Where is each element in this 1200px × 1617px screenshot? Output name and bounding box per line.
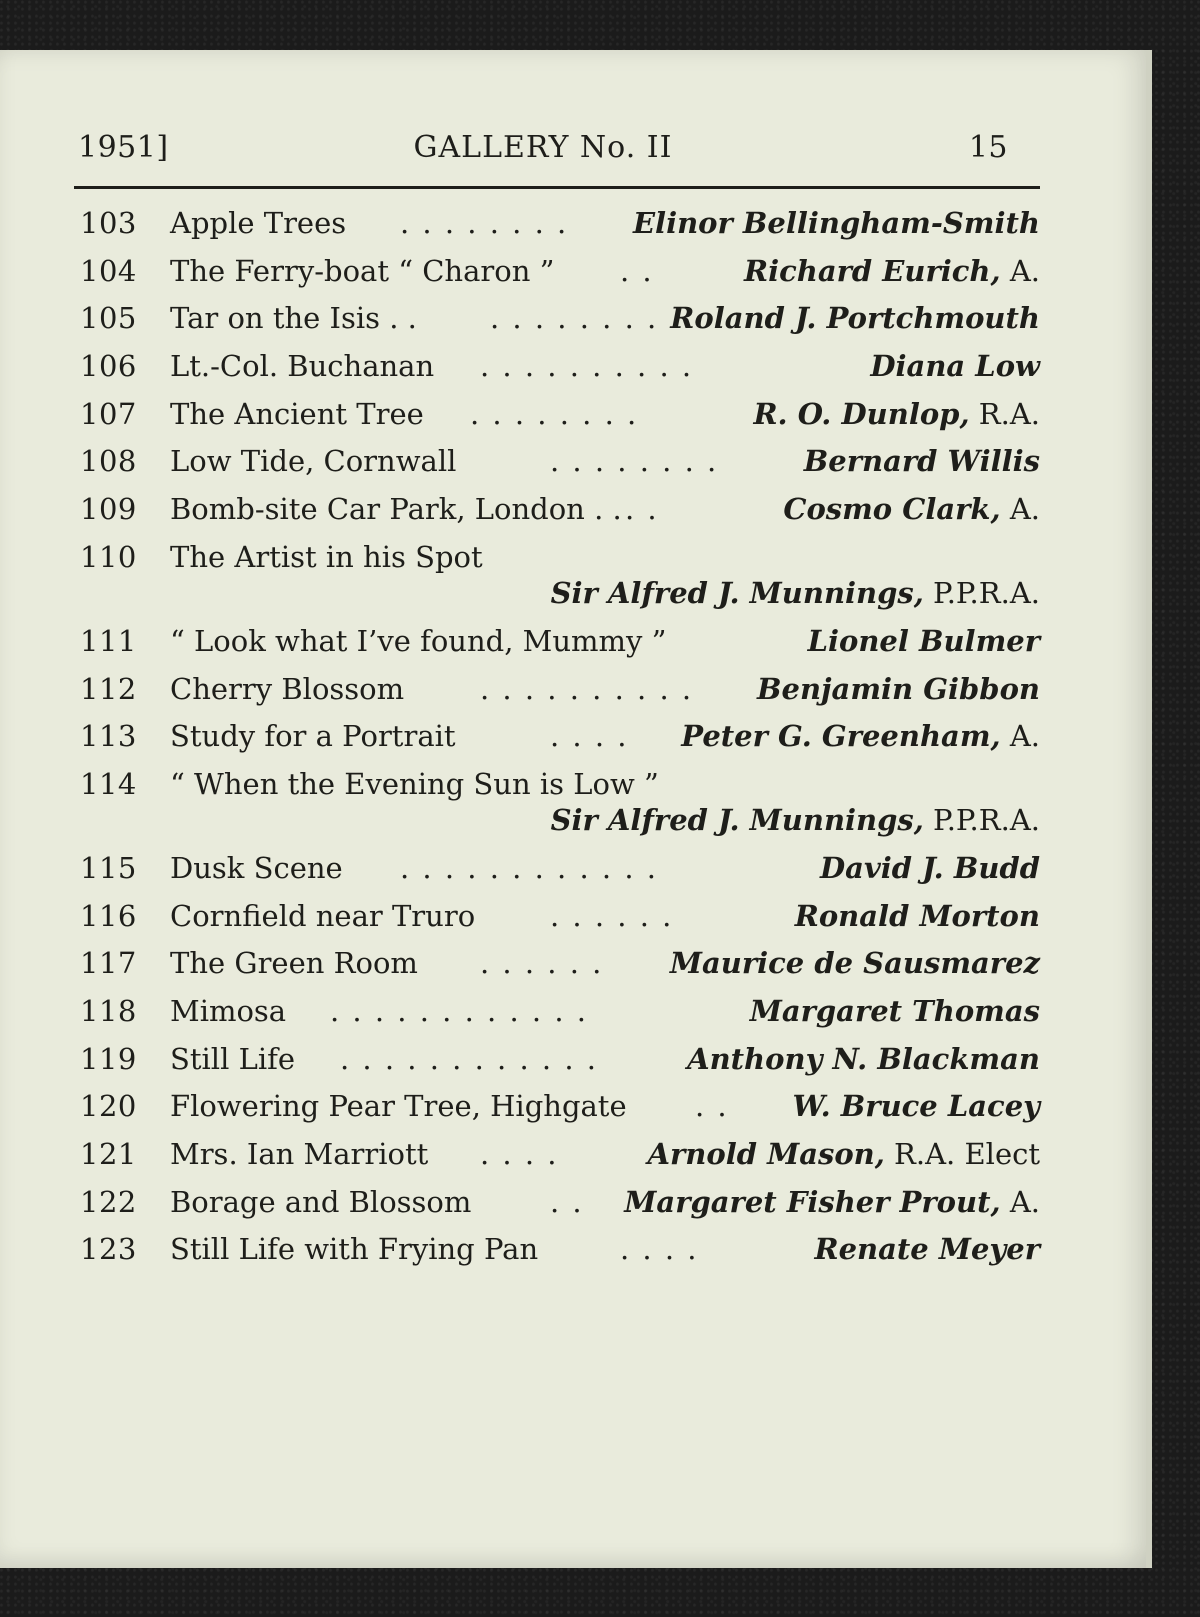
catalogue-entry [80, 713, 1040, 761]
entry-artist [783, 486, 1040, 534]
entry-artist [814, 1226, 1040, 1274]
entry-title: Study for a Portrait [170, 719, 456, 754]
dot-leader: . . . . . . [480, 946, 604, 981]
entry-number: 107 [80, 396, 137, 431]
artist-name: Elinor Bellingham-Smith [632, 206, 1040, 240]
artist-name: Sir Alfred J. Munnings, [550, 802, 924, 837]
entry-title: Mrs. Ian Marriott [170, 1137, 429, 1171]
entry-number: 111 [80, 623, 137, 658]
entry-number: 120 [80, 1089, 137, 1124]
catalogue-entry [80, 534, 1040, 618]
entry-number: 116 [80, 898, 137, 933]
entry-number: 109 [80, 492, 137, 527]
entry-number: 105 [80, 301, 137, 336]
artist-name: Ronald Morton [794, 898, 1040, 933]
dot-leader: . . . . . . . . . . . . [340, 1041, 599, 1076]
entry-artist [820, 845, 1040, 893]
entry-number: 113 [80, 719, 137, 754]
entry-artist [750, 988, 1040, 1036]
entry-artist [870, 343, 1040, 391]
year-label: 1951] [78, 130, 169, 165]
entry-title: The Artist in his Spot [170, 539, 483, 574]
entry-artist [793, 1083, 1040, 1131]
dot-leader: . . . . . . . . . . . . [330, 993, 589, 1028]
catalogue-entry [80, 1083, 1040, 1131]
entry-number: 117 [80, 946, 137, 981]
page-number: 15 [968, 130, 1008, 165]
entry-title: “ When the Evening Sun is Low ” [170, 766, 659, 801]
entry-number: 104 [80, 253, 137, 288]
artist-name: Richard Eurich, [743, 253, 1001, 288]
dot-leader: . . . . [620, 1232, 699, 1267]
entry-artist [744, 248, 1040, 296]
entry-number: 115 [80, 850, 137, 885]
entry-artist [795, 893, 1040, 941]
artist-name: R. O. Dunlop, [753, 396, 970, 431]
entry-title: Borage and Blossom [170, 1184, 472, 1219]
artist-name: Renate Meyer [814, 1232, 1040, 1267]
artist-name: Arnold Mason, [647, 1137, 885, 1171]
catalogue-page [0, 50, 1152, 1568]
artist-name: David J. Budd [820, 850, 1040, 885]
entry-title: The Ancient Tree [170, 396, 424, 431]
entry-artist [687, 1036, 1040, 1084]
artist-honour: P.P.R.A. [923, 575, 1040, 610]
artist-honour: A. [1000, 253, 1040, 288]
entry-artist [633, 200, 1040, 248]
artist-name: Margaret Fisher Prout, [624, 1184, 1001, 1219]
entry-artist [670, 940, 1040, 988]
catalogue-entry [80, 893, 1040, 941]
entry-title: Lt.-Col. Buchanan [170, 349, 435, 384]
entry-title: Cornfield near Truro [170, 898, 476, 933]
gallery-title: GALLERY No. II [413, 130, 673, 165]
catalogue-entry [80, 988, 1040, 1036]
catalogue-entry [80, 200, 1040, 248]
artist-name: Roland J. Portchmouth [670, 301, 1040, 336]
dot-leader: . . . . . . . . [470, 396, 639, 431]
page-header [78, 130, 1008, 170]
entry-title: Flowering Pear Tree, Highgate [170, 1089, 627, 1124]
entry-title: Still Life [170, 1041, 295, 1076]
entry-artist [624, 1179, 1040, 1227]
dot-leader: . . [620, 253, 654, 288]
catalogue-entry [80, 1179, 1040, 1227]
entry-artist [670, 295, 1040, 343]
catalogue-entry [80, 1036, 1040, 1084]
artist-name: Diana Low [870, 349, 1040, 384]
artist-name: Benjamin Gibbon [757, 671, 1040, 706]
entry-number: 112 [80, 671, 137, 706]
entry-artist [648, 1131, 1041, 1179]
catalogue-entry [80, 295, 1040, 343]
artist-name: Cosmo Clark, [783, 492, 1001, 527]
entry-number: 118 [80, 993, 137, 1028]
catalogue-entry [80, 666, 1040, 714]
catalogue-entry [80, 940, 1040, 988]
entry-artist [757, 666, 1040, 714]
catalogue-entry [80, 1226, 1040, 1274]
dot-leader: . . . . . . . . [550, 444, 719, 479]
artist-name: W. Bruce Lacey [792, 1089, 1040, 1124]
entry-title: Mimosa [170, 993, 287, 1028]
entry-number: 108 [80, 444, 137, 479]
entry-number: 106 [80, 349, 137, 384]
entry-number: 110 [80, 539, 137, 574]
artist-honour: R.A. Elect [884, 1137, 1040, 1171]
entry-title: The Ferry-boat “ Charon ” [170, 253, 555, 288]
dot-leader: . . [695, 1089, 729, 1124]
catalogue-entry [80, 438, 1040, 486]
dot-leader: . . . . . . . . [400, 206, 569, 240]
entry-number: 119 [80, 1041, 137, 1076]
entry-number: 122 [80, 1184, 137, 1219]
entry-title: Still Life with Frying Pan [170, 1232, 539, 1267]
entry-list [80, 200, 1040, 1274]
entry-artist [551, 570, 1040, 618]
artist-name: Lionel Bulmer [807, 623, 1040, 658]
entry-number: 123 [80, 1232, 137, 1267]
dot-leader: . . . . . . . . . . [480, 349, 694, 384]
entry-artist [804, 438, 1040, 486]
entry-artist [808, 618, 1040, 666]
catalogue-entry [80, 486, 1040, 534]
dot-leader: . . . . . . . . . . [480, 671, 694, 706]
entry-title: “ Look what I’ve found, Mummy ” [170, 623, 667, 658]
entry-number: 103 [80, 206, 137, 240]
artist-name: Anthony N. Blackman [687, 1041, 1040, 1076]
dot-leader: . . [550, 1184, 584, 1219]
entry-title: Cherry Blossom [170, 671, 405, 706]
artist-honour: A. [1000, 492, 1040, 527]
entry-number: 114 [80, 766, 137, 801]
catalogue-entry [80, 845, 1040, 893]
entry-artist [551, 797, 1040, 845]
dot-leader: . . [625, 492, 659, 527]
catalogue-entry [80, 391, 1040, 439]
dot-leader: . . . . . . [550, 898, 674, 933]
artist-honour: P.P.R.A. [923, 802, 1040, 837]
header-rule [74, 186, 1040, 189]
artist-honour: A. [1000, 719, 1040, 754]
catalogue-entry [80, 343, 1040, 391]
dot-leader: . . . . [550, 719, 629, 754]
dot-leader: . . . . . . . . [490, 301, 659, 336]
artist-honour: A. [1000, 1184, 1040, 1219]
catalogue-entry [80, 761, 1040, 845]
catalogue-entry [80, 1131, 1040, 1179]
artist-name: Margaret Thomas [749, 993, 1040, 1028]
entry-title: The Green Room [170, 946, 418, 981]
dot-leader: . . . . [480, 1137, 559, 1171]
catalogue-entry [80, 618, 1040, 666]
artist-name: Peter G. Greenham, [681, 719, 1001, 754]
entry-title: Tar on the Isis . . [170, 301, 417, 336]
entry-artist [681, 713, 1040, 761]
artist-honour: R.A. [969, 396, 1040, 431]
entry-title: Bomb-site Car Park, London . . [170, 492, 622, 527]
artist-name: Bernard Willis [803, 444, 1040, 479]
entry-title: Low Tide, Cornwall [170, 444, 457, 479]
entry-title: Dusk Scene [170, 850, 343, 885]
catalogue-entry [80, 248, 1040, 296]
artist-name: Maurice de Sausmarez [669, 946, 1040, 981]
entry-title: Apple Trees [170, 206, 347, 240]
artist-name: Sir Alfred J. Munnings, [550, 575, 924, 610]
entry-number: 121 [80, 1137, 137, 1171]
dot-leader: . . . . . . . . . . . . [400, 850, 659, 885]
entry-artist [753, 391, 1040, 439]
